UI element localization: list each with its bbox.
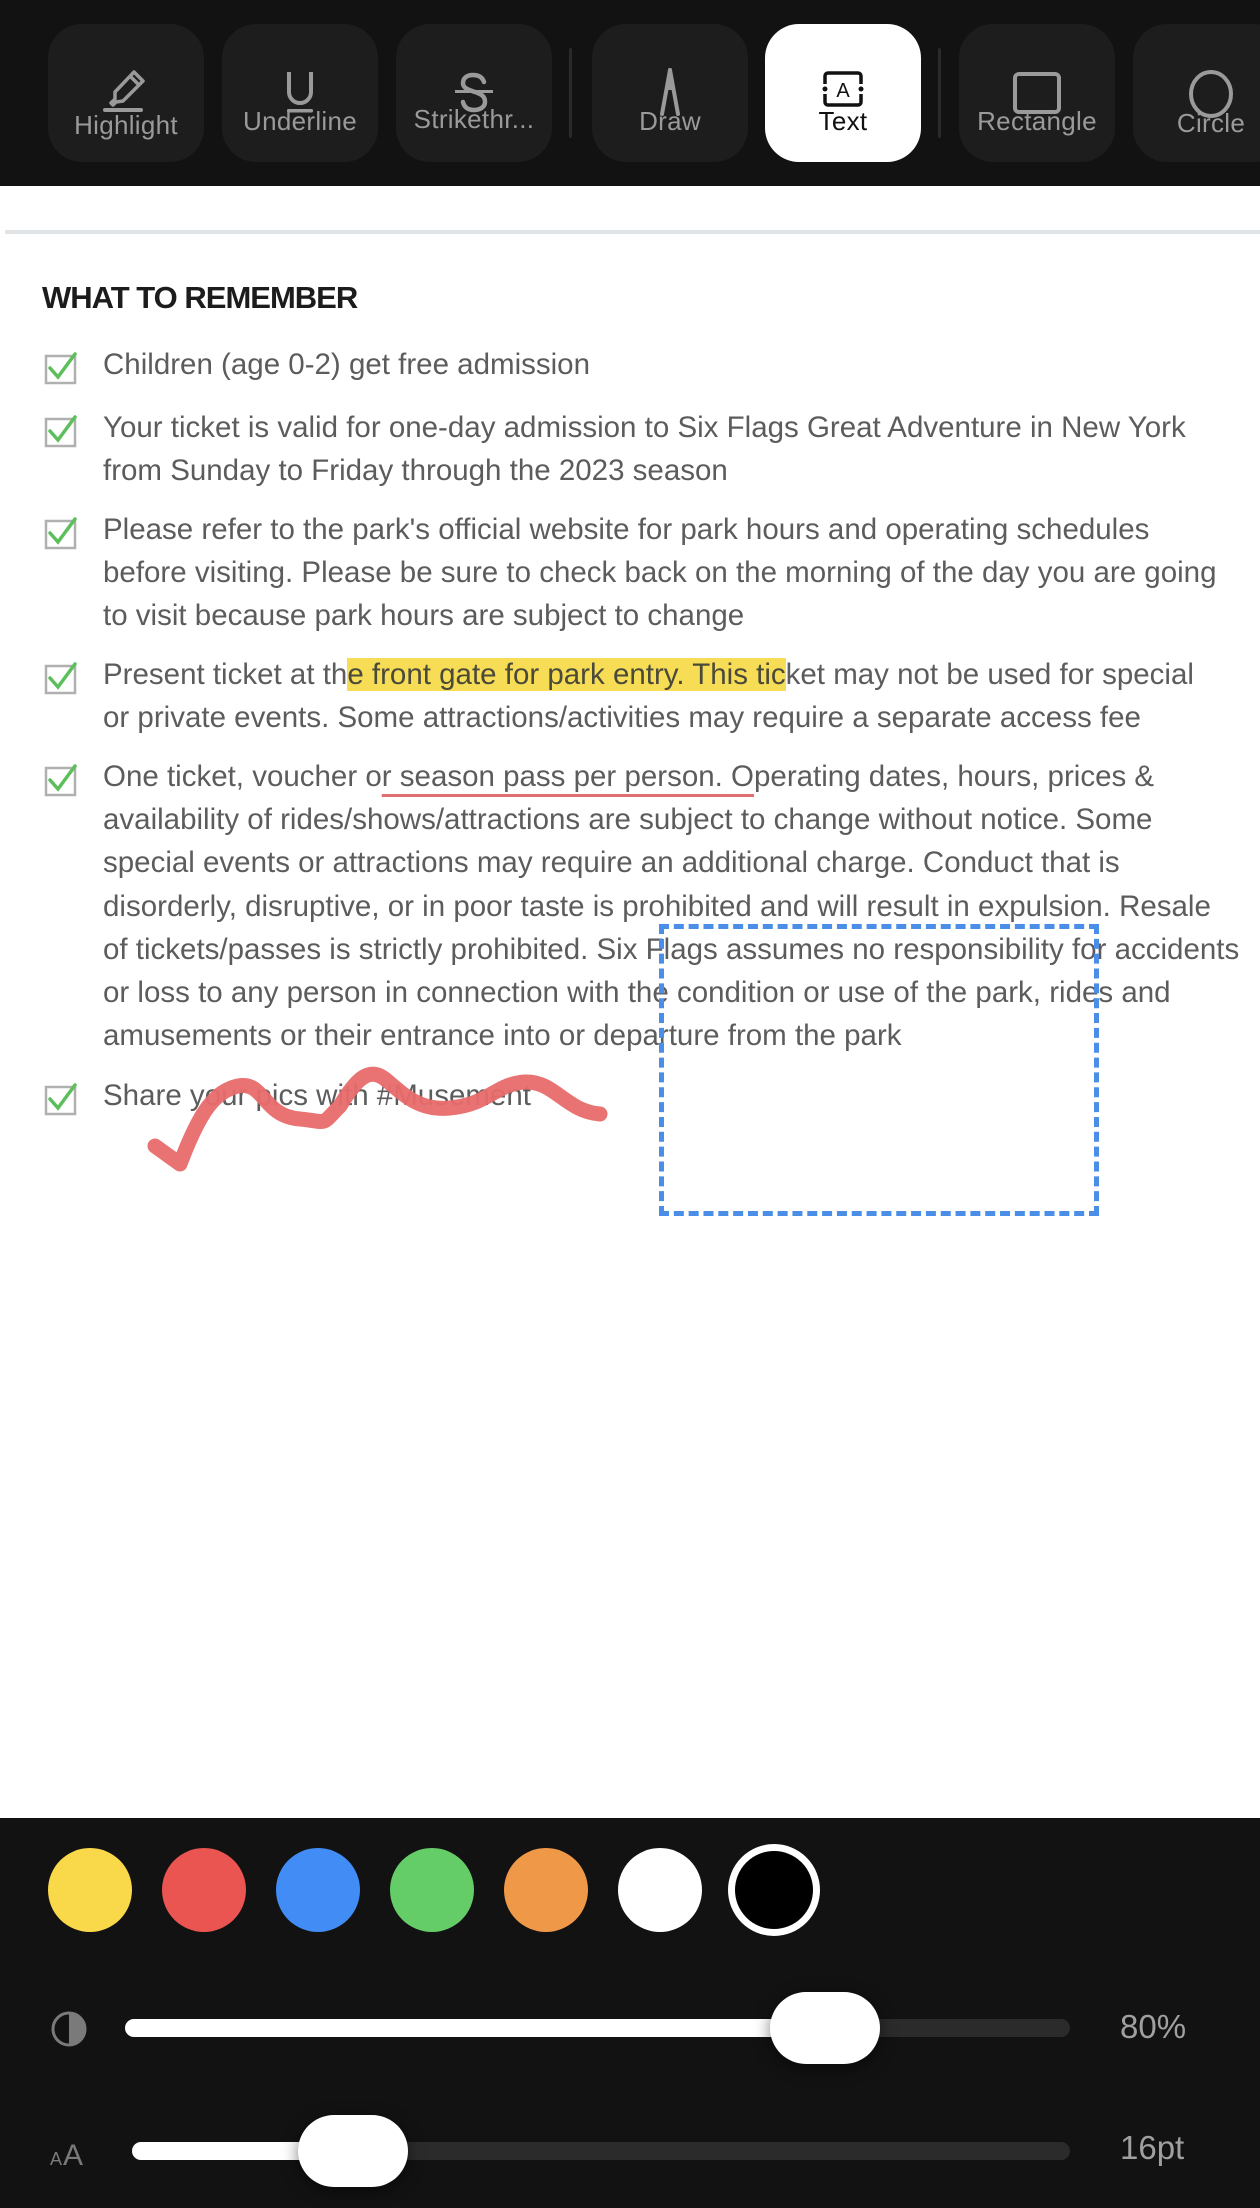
item-text-segment: One ticket, voucher o bbox=[103, 760, 382, 793]
highlight-annotation[interactable]: e front gate for park entry. This tic bbox=[347, 658, 786, 691]
item-text-segment: perating dates, hours, prices & bbox=[754, 760, 1155, 793]
font-size-slider-track[interactable] bbox=[132, 2142, 1070, 2160]
item-line: Your ticket is valid for one-day admission to Six Flags Great Adventure in New York bbox=[103, 411, 1186, 444]
toolbar-separator bbox=[569, 48, 572, 138]
underline-annotation[interactable]: r season pass per person. O bbox=[381, 760, 754, 793]
opacity-slider-fill bbox=[125, 2019, 825, 2037]
tool-strikethrough-button[interactable] bbox=[396, 24, 552, 162]
item-line: to visit because park hours are subject to change bbox=[103, 599, 745, 633]
item-line: disorderly, disruptive, or in poor taste is prohibited and will result in expulsion. Resale bbox=[103, 889, 1211, 923]
annotation-toolbar bbox=[0, 0, 1260, 186]
font-size-slider-fill bbox=[132, 2142, 312, 2160]
opacity-half-circle-icon bbox=[48, 2008, 90, 2050]
color-swatch-white[interactable] bbox=[618, 1848, 702, 1932]
opacity-slider-thumb[interactable] bbox=[770, 1992, 880, 2064]
style-panel bbox=[0, 1818, 1260, 2208]
color-swatch-green[interactable] bbox=[390, 1848, 474, 1932]
item-text-segment: Present ticket at th bbox=[103, 658, 348, 691]
tool-circle-label: Circle bbox=[1176, 108, 1246, 138]
color-swatch-yellow[interactable] bbox=[48, 1848, 132, 1932]
item-text-segment: ket may not be used for special bbox=[785, 658, 1194, 691]
opacity-slider-row bbox=[0, 1988, 1260, 2068]
checkbox-checked-icon bbox=[44, 516, 78, 550]
tool-circle-button[interactable] bbox=[1133, 24, 1260, 162]
checkbox-checked-icon bbox=[44, 763, 78, 797]
font-size-value: 16pt bbox=[1120, 2129, 1185, 2166]
item-line: Children (age 0-2) get free admission bbox=[103, 348, 590, 381]
tool-highlight-label: Highlight bbox=[74, 110, 178, 140]
tool-rectangle-button[interactable] bbox=[959, 24, 1115, 162]
tool-underline-label: Underline bbox=[243, 106, 357, 136]
item-line: or loss to any person in connection with the condition or use of the park, rides and bbox=[103, 976, 1171, 1010]
color-swatch-orange[interactable] bbox=[504, 1848, 588, 1932]
text-box-annotation[interactable] bbox=[659, 924, 1099, 1216]
checkbox-checked-icon bbox=[44, 351, 78, 385]
document-canvas[interactable] bbox=[0, 186, 1260, 1818]
tool-draw-label: Draw bbox=[639, 106, 701, 136]
item-line: special events or attractions may require an additional charge. Conduct that is bbox=[103, 846, 1120, 880]
item-line: from Sunday to Friday through the 2023 season bbox=[103, 454, 728, 488]
item-line: or private events. Some attractions/activities may require a separate access fee bbox=[103, 701, 1141, 735]
opacity-value: 80% bbox=[1120, 2008, 1187, 2045]
item-line: of tickets/passes is strictly prohibited. Six Flags assumes no responsibility for accidents bbox=[103, 932, 1240, 966]
divider bbox=[5, 230, 1260, 234]
font-size-slider-row bbox=[0, 2111, 1260, 2191]
checkbox-checked-icon bbox=[44, 1082, 78, 1116]
tool-rectangle-label: Rectangle bbox=[977, 106, 1097, 136]
svg-text:A: A bbox=[50, 2149, 63, 2169]
color-swatch-blue[interactable] bbox=[276, 1848, 360, 1932]
tool-draw-button[interactable] bbox=[592, 24, 748, 162]
svg-text:A: A bbox=[63, 2139, 84, 2172]
item-line: before visiting. Please be sure to check back on the morning of the day you are going bbox=[103, 556, 1217, 590]
checkbox-checked-icon bbox=[44, 661, 78, 695]
opacity-slider-track[interactable] bbox=[125, 2019, 1070, 2037]
font-size-slider-thumb[interactable] bbox=[298, 2115, 408, 2187]
color-swatch-red[interactable] bbox=[162, 1848, 246, 1932]
tool-text-button[interactable] bbox=[765, 24, 921, 162]
item-line: Please refer to the park's official website for park hours and operating schedules bbox=[103, 513, 1150, 546]
item-line: amusements or their entrance into or departure from the park bbox=[103, 1019, 902, 1053]
tool-strikethrough-label: Strikethr... bbox=[413, 104, 535, 134]
checkbox-checked-icon bbox=[44, 414, 78, 448]
item-line: Share your pics with #Musement bbox=[103, 1079, 531, 1112]
tool-highlight-button[interactable] bbox=[48, 24, 204, 162]
tool-text-label: Text bbox=[818, 106, 868, 136]
color-swatch-black-selected[interactable] bbox=[728, 1844, 820, 1936]
section-title: WHAT TO REMEMBER bbox=[42, 280, 358, 315]
tool-underline-button[interactable] bbox=[222, 24, 378, 162]
item-line: availability of rides/shows/attractions are subject to change without notice. Some bbox=[103, 803, 1153, 837]
font-size-aa-icon bbox=[48, 2131, 90, 2173]
toolbar-separator bbox=[938, 48, 941, 138]
svg-text:A: A bbox=[836, 80, 850, 102]
